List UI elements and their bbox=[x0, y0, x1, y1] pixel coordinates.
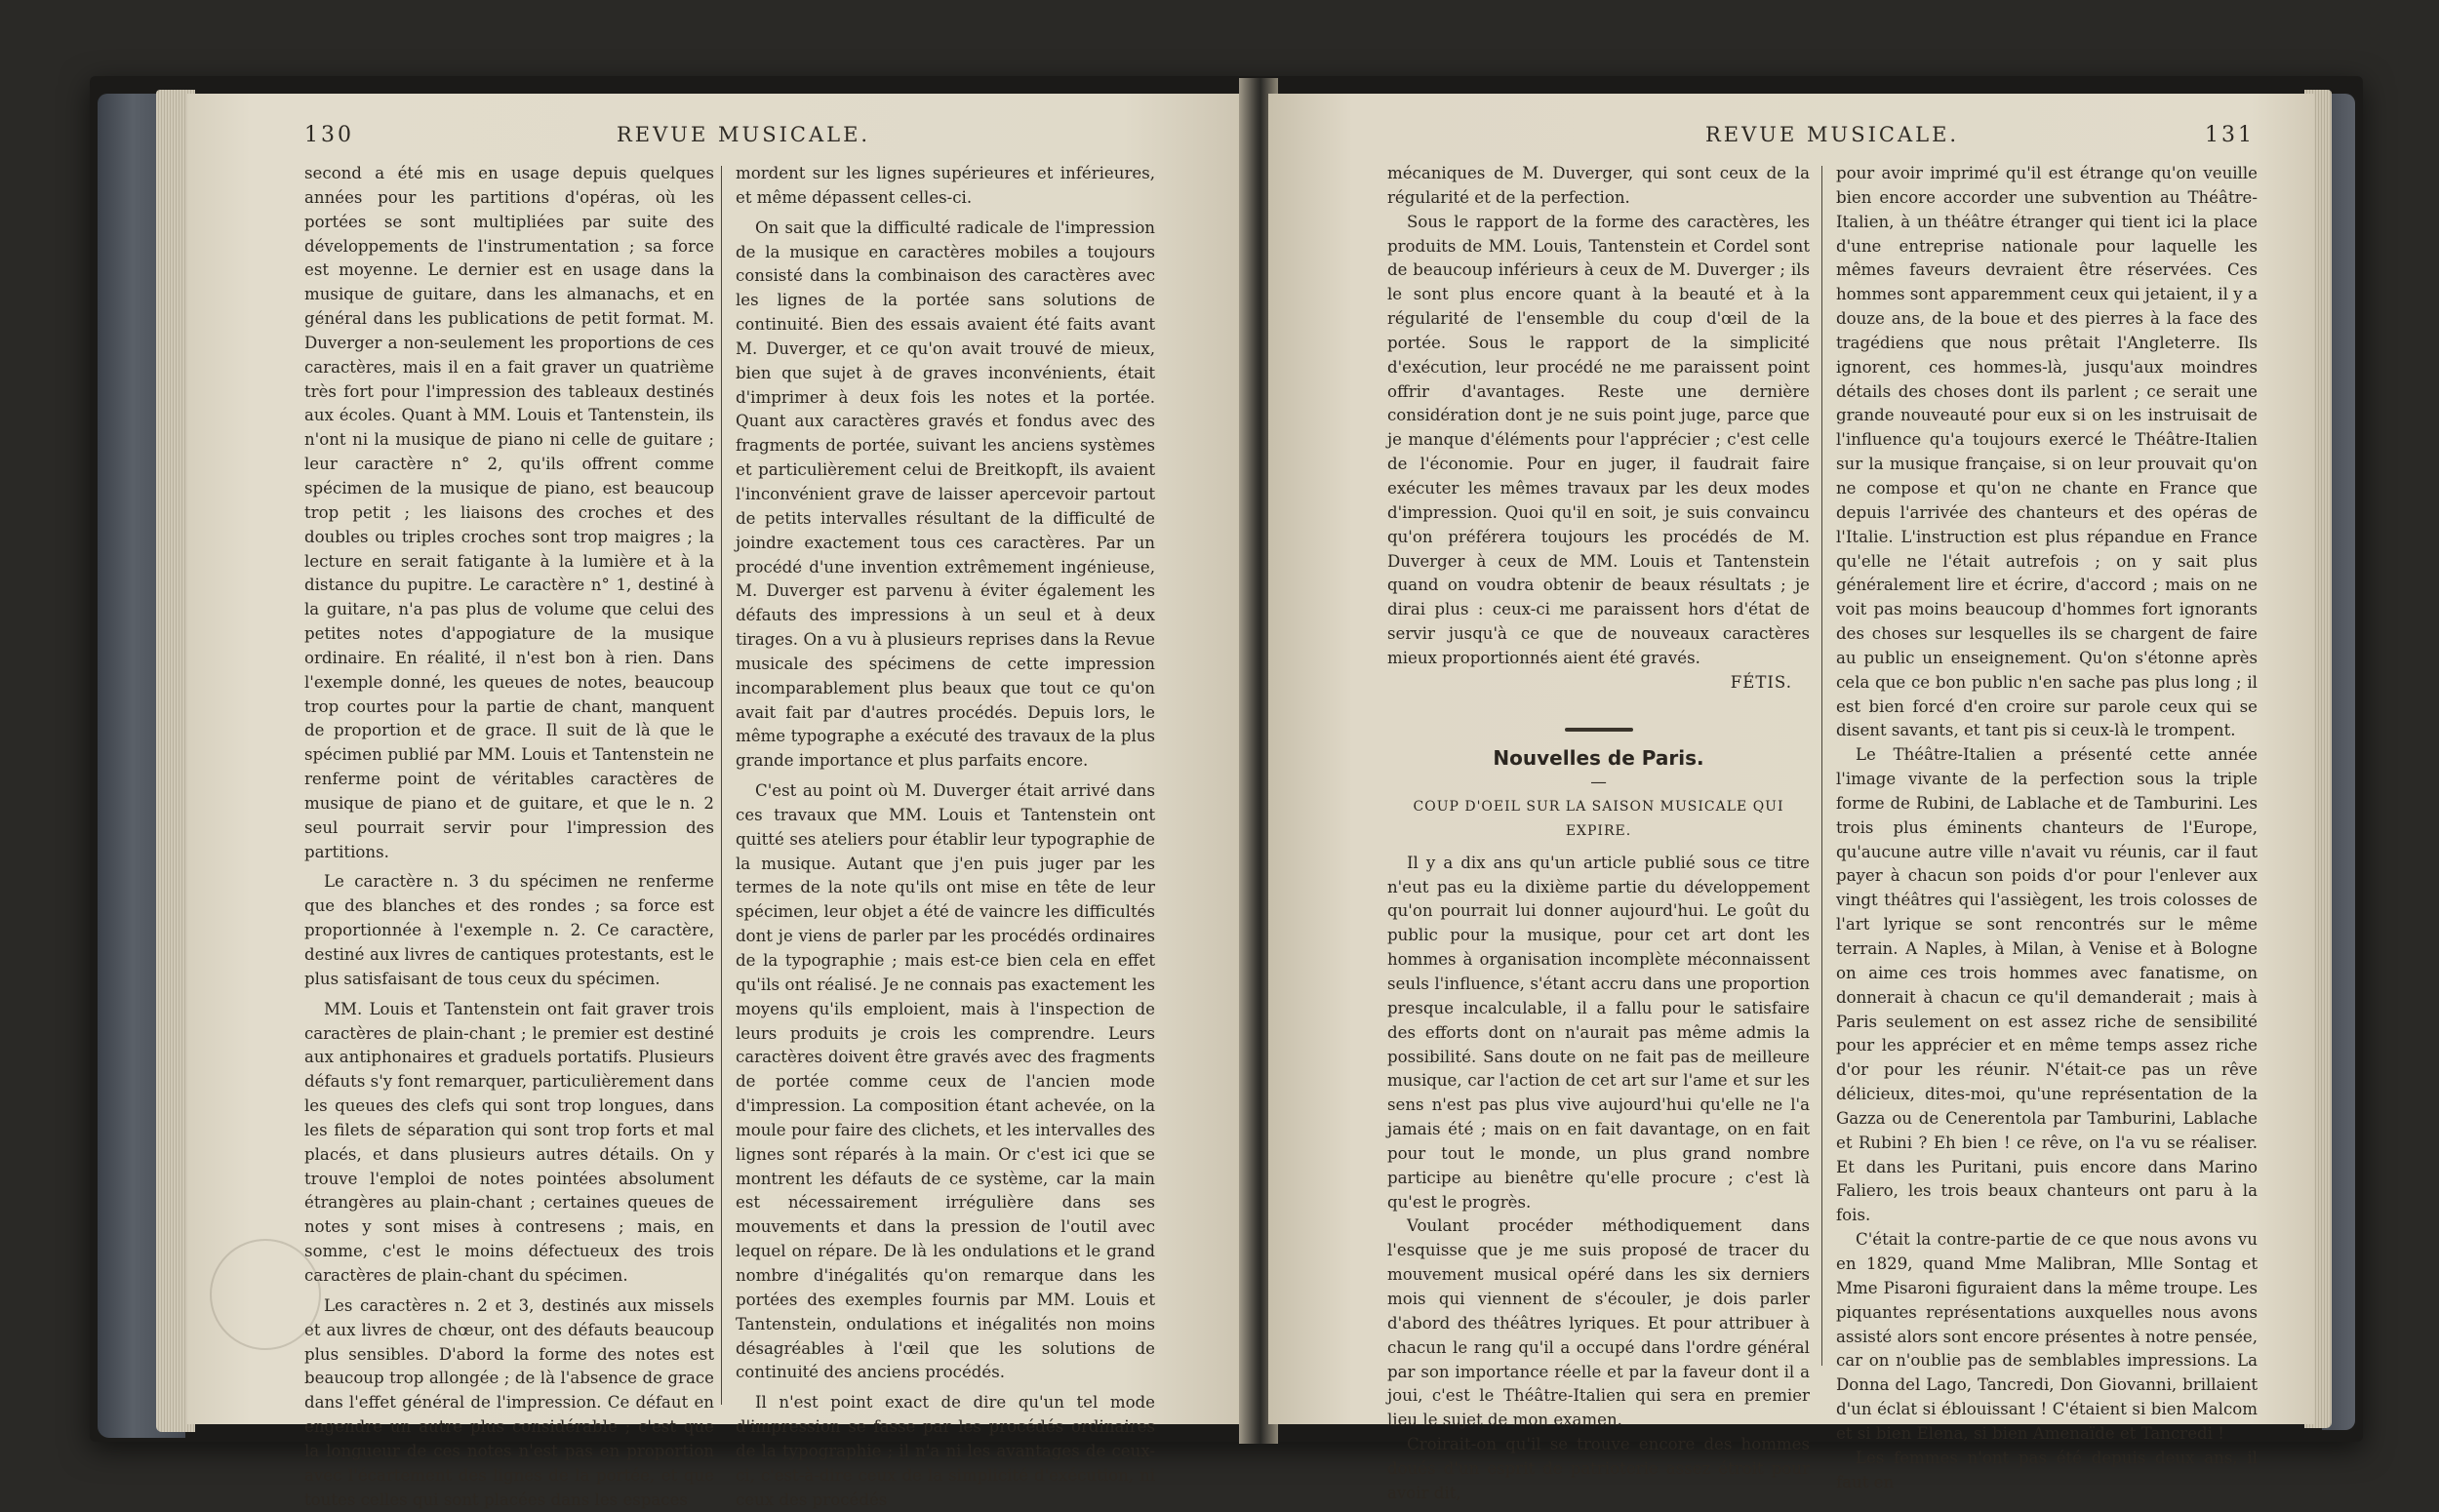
right-column-1 bbox=[1387, 162, 1810, 1506]
paragraph: C'est au point où M. Duverger était arrivé dans ces travaux que MM. Louis et Tantenstein ont quitté ses ateliers pour établir leur typographie de la musique. Autant que j'en puis juger par les termes de la note qu'ils ont mise en tête de leur spécimen, leur objet a été de vaincre les difficultés dont je viens de parler par les procédés ordinaires de la typographie ; mais est-ce bien cela en effet qu'ils ont réalisé. Je ne connais pas exactement les moyens qu'ils emploient, mais à l'inspection de leurs produits je crois les comprendre. Leurs caractères doivent être gravés avec des fragments de portée comme ceux de l'ancien mode d'impression. La composition étant achevée, on la moule pour faire des clichets, et les intervalles des lignes sont réparés à la main. Or c'est ici que se montrent les défauts de ce système, car la main est nécessairement irrégulière dans ses mouvements et dans la pression de l'outil avec lequel on répare. De là les ondulations et le grand nombre d'inégalités qu'on remarque dans les portées des exemples fournis par MM. Louis et Tantenstein, ondulations et inégalités non moins désagréables à l'œil que les solutions de continuité des anciens procédés. bbox=[736, 781, 1155, 1382]
paragraph: Il y a dix ans qu'un article publié sous ce titre n'eut pas eu la dixième partie du développement qu'on pourrait lui donner aujourd'hui. Le goût du public pour la musique, pour cet art dont les hommes à organisation incomplète méconnaissent seuls l'influence, s'étant accru dans une proportion presque incalculable, il a fallu pour le satisfaire des efforts dont on n'aurait pas même admis la possibilité. Sans doute on ne fait pas de meilleure musique, car l'action de cet art sur l'ame et sur les sens n'est pas plus vive aujourd'hui qu'elle ne l'a jamais été ; mais on en fait davantage, on en fait pour tout le monde, un plus grand nombre participe au bienêtre qu'elle procure ; c'est là qu'est le progrès. bbox=[1387, 853, 1810, 1212]
author-signature: FÉTIS. bbox=[1730, 672, 1792, 692]
paragraph: Croirait-on qu'il se trouve encore des hommes doués d'un esprit de patrioterie assez étroit pour avoir dit, bbox=[1387, 1435, 1810, 1502]
paragraph: Les caractères n. 2 et 3, destinés aux missels et aux livres de chœur, ont des défauts beaucoup plus sensibles. D'abord la forme des notes est beaucoup trop allongée ; de là l'absence de grace dans l'effet général de l'impression. Ce défaut en engendre un autre plus considérable ; c'est que la longueur de ces notes n'est pas en proportion avec l'écartement des lignes de la portée, et que toutes celles qui sont placées dans les espaces bbox=[304, 1295, 714, 1509]
paragraph: mordent sur les lignes supérieures et inférieures, et même dépassent celles-ci. bbox=[736, 164, 1155, 207]
paragraph: Le caractère n. 3 du spécimen ne renferme que des blanches et des rondes ; sa force est proportionnée à l'exemple n. 2. Ce caractère, destiné aux livres de cantiques protestants, est le plus satisfaisant de tous ceux du spécimen. bbox=[304, 872, 714, 988]
left-page bbox=[187, 94, 1251, 1509]
paragraph: mécaniques de M. Duverger, qui sont ceux de la régularité et de la perfection. bbox=[1387, 164, 1810, 207]
paragraph: Voulant procéder méthodiquement dans l'esquisse que je me suis proposé de tracer du mouvement musical opéré dans les six derniers mois qui viennent de s'écouler, je dois parler d'abord des théâtres lyriques. Et pour attribuer à chacun le rang qu'il a occupé dans l'ordre général par son importance réelle et par la faveur dont il a joui, c'est le Théâtre-Italien qui sera en premier lieu le sujet de mon examen. bbox=[1387, 1216, 1810, 1430]
paragraph: MM. Louis et Tantenstein ont fait graver trois caractères de plain-chant ; le premier est destiné aux antiphonaires et graduels portatifs. Plusieurs défauts s'y font remarquer, particulièrement dans les queues des clefs qui sont trop longues, dans les filets de séparation qui sont trop forts et mal placés, et dans plusieurs autres détails. On y trouve l'emploi de notes pointées absolument étrangères au plain-chant ; certaines queues de notes y sont mises à contresens ; mais, en somme, c'est le moins défectueux des trois caractères de plain-chant du spécimen. bbox=[304, 999, 714, 1285]
paragraph: Les femmes n'ont pas été depuis deux ans, il faut en bbox=[1836, 1448, 2258, 1492]
paragraph: On sait que la difficulté radicale de l'impression de la musique en caractères mobiles a toujours consisté dans la combinaison des caractères avec les lignes de la portée sans solutions de continuité. Bien des essais avaient été faits avant M. Duverger, et ce qu'on avait trouvé de mieux, bien que sujet à de graves inconvénients, était d'imprimer à deux fois les notes et la portée. Quant aux caractères gravés et fondus avec des fragments de portée, suivant les anciens systèmes et particulièrement celui de Breitkopft, ils avaient l'inconvénient grave de laisser apercevoir partout de petits intervalles résultant de la difficulté de joindre exactement tous ces caractères. Par un procédé d'une invention extrêmement ingénieuse, M. Duverger est parvenu à éviter également les défauts des impressions à un seul et à deux tirages. On a vu à plusieurs reprises dans la Revue musicale des spécimens de cette impression incomparablement plus beaux que tout ce qu'on avait fait par d'autres procédés. Depuis lors, le même typographe a exécuté des travaux de la plus grande importance et plus parfaits encore. bbox=[736, 218, 1155, 771]
paragraph: Sous le rapport de la forme des caractères, les produits de MM. Louis, Tantenstein et Cordel sont de beaucoup inférieurs à ceux de M. Duverger ; ils le sont plus encore quant à la beauté et à la régularité de l'ensemble du coup d'œil de la portée. Sous le rapport de la simplicité d'exécution, leur procédé ne me paraissent point offrir d'avantages. Reste une dernière considération dont je ne suis point juge, parce que je manque d'éléments pour l'apprécier ; c'est celle de l'économie. Pour en juger, il faudrait faire exécuter les mêmes travaux par les deux modes d'impression. Quoi qu'il en soit, je suis convaincu qu'on préférera toujours les procédés de M. Duverger à ceux de MM. Louis et Tantenstein quand on voudra obtenir de beaux résultats ; je dirai plus : ceux-ci me paraissent hors d'état de servir jusqu'à ce que de nouveaux caractères mieux proportionnés aient été gravés. bbox=[1387, 212, 1810, 667]
paragraph: Il n'est point exact de dire qu'un tel mode d'impression se fasse par les procédés ordinaires de la typographie ; il n'a ni les avantages de ceux-ci, c'est-à-dire ceux de la simplicité d'exécution, ni ceux des procédés bbox=[736, 1393, 1155, 1509]
left-column-2 bbox=[736, 162, 1155, 1512]
right-page bbox=[1268, 94, 2314, 1502]
left-page-number: 130 bbox=[304, 123, 354, 147]
article-subheading: COUP D'OEIL SUR LA SAISON MUSICALE QUI EXPIRE. bbox=[1413, 799, 1784, 839]
section-dash: — bbox=[1590, 773, 1607, 792]
paragraph: second a été mis en usage depuis quelques années pour les partitions d'opéras, où les portées se sont multipliées par suite des développements de l'instrumentation ; sa force est moyenne. Le dernier est en usage dans la musique de guitare, dans les almanachs, et en général dans les publications de petit format. M. Duverger a non-seulement les proportions de ces caractères, mais il en a fait graver un quatrième très fort pour l'impression des tableaux destinés aux écoles. Quant à MM. Louis et Tantenstein, ils n'ont ni la musique de piano ni celle de guitare ; leur caractère n° 2, qu'ils offrent comme spécimen de la musique de piano, est beaucoup trop petit ; les liaisons des croches et des doubles ou triples croches sont trop maigres ; la lecture en serait fatigante à la lumière et à la distance du pupitre. Le caractère n° 1, destiné à la guitare, n'a pas plus de volume que celui des petites notes d'appogiature de la musique ordinaire. En réalité, il n'est bon à rien. Dans l'exemple donné, les queues de notes, beaucoup trop courtes pour la partie de chant, manquent de proportion et de grace. Il suit de là que le spécimen publié par MM. Louis et Tantenstein ne renferme point de véritables caractères de musique de piano et de guitare, et que le n. 2 seul pourrait servir pour l'impression des partitions. bbox=[304, 164, 714, 861]
paragraph: C'était la contre-partie de ce que nous avons vu en 1829, quand Mme Malibran, Mlle Sontag et Mme Pisaroni figuraient dans la même troupe. Les piquantes représentations auxquelles nous avons assisté alors sont encore présentes à notre pensée, car on n'oublie pas de semblables impressions. La Donna del Lago, Tancredi, Don Giovanni, brillaient d'un éclat si éblouissant ! C'étaient si bien Malcom et si bien Elena, si bien Amenaïde et Tancredi ! bbox=[1836, 1230, 2258, 1443]
column-rule bbox=[1821, 166, 1822, 1366]
section-title: Nouvelles de Paris. bbox=[1493, 746, 1704, 771]
library-stamp bbox=[210, 1239, 321, 1350]
right-page-number: 131 bbox=[2205, 123, 2255, 147]
column-rule bbox=[721, 166, 722, 1405]
paragraph: Le Théâtre-Italien a présenté cette année l'image vivante de la perfection sous la triple forme de Rubini, de Lablache et de Tamburini. Les trois plus éminents chanteurs de l'Europe, qu'aucune autre ville n'avait vu réunis, car il faut payer à chacun son poids d'or pour l'enlever aux vingt théâtres qui l'assiègent, les trois colosses de l'art lyrique se sont rencontrés sur le même terrain. A Naples, à Milan, à Venise et à Bologne on aime ces trois hommes avec fanatisme, on donnerait à chacun ce qu'il demanderait ; mais à Paris seulement on est assez riche de sensibilité pour les apprécier et en même temps assez riche d'or pour les réunir. N'était-ce pas un rêve délicieux, dites-moi, qu'une représentation de la Gazza ou de Cenerentola par Tamburini, Lablache et Rubini ? Eh bien ! ce rêve, on l'a vu se réaliser. Et dans les Puritani, puis encore dans Marino Faliero, les trois beaux chanteurs ont paru à la fois. bbox=[1836, 745, 2258, 1225]
left-running-head: REVUE MUSICALE. bbox=[617, 123, 871, 146]
paragraph: pour avoir imprimé qu'il est étrange qu'on veuille bien encore accorder une subvention au Théâtre-Italien, à un théâtre étranger qui tient ici la place d'une entreprise nationale pour laquelle les mêmes faveurs devraient être réservées. Ces hommes sont apparemment ceux qui jetaient, il y a douze ans, de la boue et des pierres à la face des tragédiens que nous prêtait l'Angleterre. Ils ignorent, ces hommes-là, jusqu'aux moindres détails des choses dont ils parlent ; ce serait une grande nouveauté pour eux si on les instruisait de l'influence qu'a toujours exercé le Théâtre-Italien sur la musique française, si on leur prouvait qu'on ne compose et qu'on ne chante en France que depuis l'arrivée des chanteurs et des opéras de l'Italie. L'instruction est plus répandue en France qu'elle ne l'était autrefois ; on y sait plus généralement lire et écrire, d'accord ; mais on ne voit pas moins beaucoup d'hommes fort ignorants des choses sur lesquelles ils se chargent de faire au public un enseignement. Qu'on s'étonne après cela que ce bon public n'en sache pas plus long ; il est bien forcé d'en croire sur parole ceux qui se disent savants, et tant pis si ceux-là le trompent. bbox=[1836, 164, 2258, 740]
right-running-head: REVUE MUSICALE. bbox=[1705, 123, 1960, 146]
left-column-1 bbox=[304, 162, 714, 1512]
divider-ornament bbox=[1387, 715, 1810, 739]
right-column-2 bbox=[1836, 162, 2258, 1494]
